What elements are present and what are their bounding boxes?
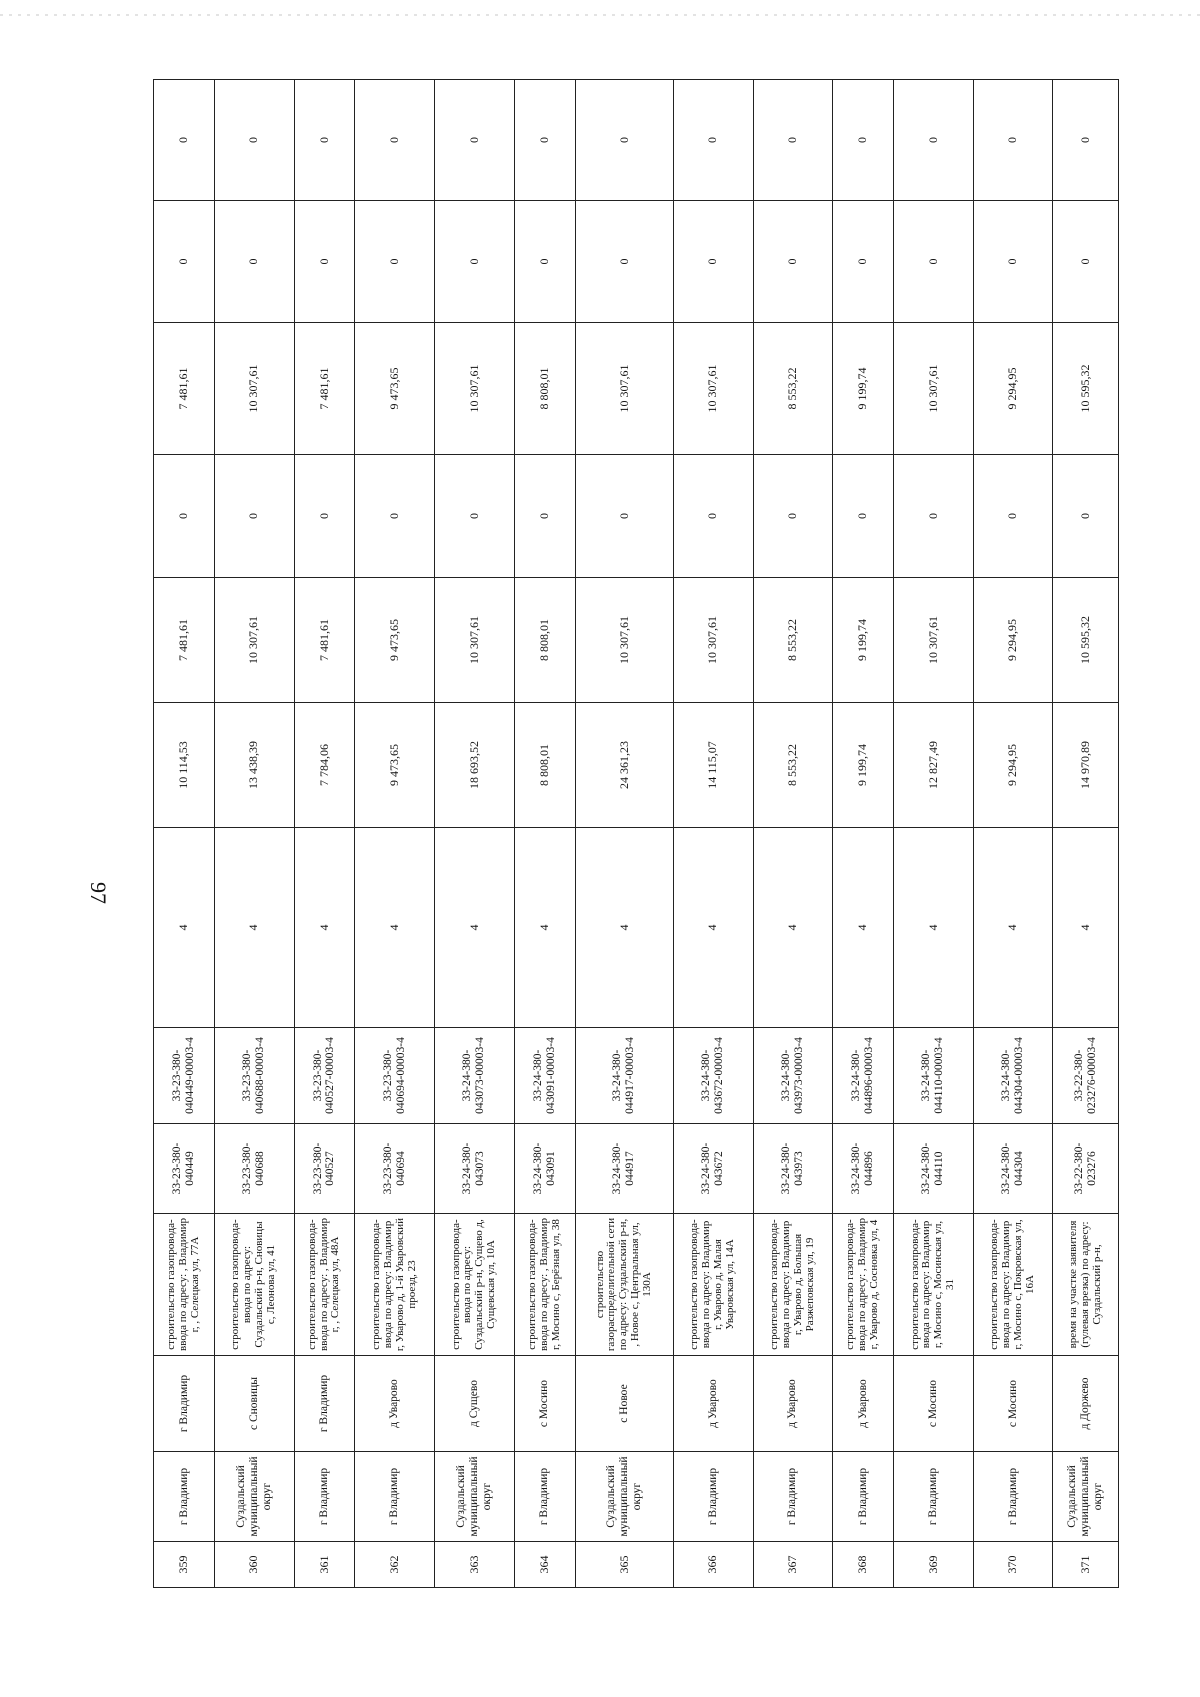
amount-cell-6: 0 bbox=[575, 80, 673, 201]
contract-number-cell: 33-23-380-040694-00003-4 bbox=[355, 1028, 435, 1124]
amount-cell-6: 0 bbox=[673, 80, 753, 201]
amount-cell-2: 10 307,61 bbox=[673, 578, 753, 703]
row-number-cell: 361 bbox=[294, 1542, 355, 1588]
amount-cell-4: 8 553,22 bbox=[753, 323, 833, 455]
description-cell: строительство газопровода-ввода по адресу: Владимир г, Мосино с, Мосинская ул, 31 bbox=[894, 1214, 974, 1356]
amount-cell-4: 10 307,61 bbox=[214, 323, 294, 455]
category-cell: 4 bbox=[214, 828, 294, 1028]
application-number-cell: 33-24-380-044917 bbox=[575, 1124, 673, 1214]
contract-number-cell: 33-23-380-040688-00003-4 bbox=[214, 1028, 294, 1124]
amount-cell-4: 9 294,95 bbox=[973, 323, 1053, 455]
amount-cell-2: 10 307,61 bbox=[575, 578, 673, 703]
row-number-cell: 365 bbox=[575, 1542, 673, 1588]
district-cell: г Владимир bbox=[833, 1452, 894, 1542]
table-row bbox=[973, 80, 1053, 1588]
row-number-cell: 366 bbox=[673, 1542, 753, 1588]
locality-cell: с Мосино bbox=[973, 1356, 1053, 1452]
amount-cell-6: 0 bbox=[973, 80, 1053, 201]
amount-cell-6: 0 bbox=[154, 80, 215, 201]
row-number-cell: 362 bbox=[355, 1542, 435, 1588]
amount-cell-5: 0 bbox=[753, 201, 833, 323]
amount-cell-1: 9 473,65 bbox=[355, 703, 435, 828]
contract-number-cell: 33-23-380-040449-00003-4 bbox=[154, 1028, 215, 1124]
amount-cell-3: 0 bbox=[833, 455, 894, 578]
district-cell: Суздальский муниципальный округ bbox=[214, 1452, 294, 1542]
amount-cell-4: 10 595,32 bbox=[1053, 323, 1119, 455]
table-row bbox=[753, 80, 833, 1588]
category-cell: 4 bbox=[154, 828, 215, 1028]
amount-cell-5: 0 bbox=[154, 201, 215, 323]
application-number-cell: 33-22-380-023276 bbox=[1053, 1124, 1119, 1214]
district-cell: г Владимир bbox=[294, 1452, 355, 1542]
amount-cell-5: 0 bbox=[973, 201, 1053, 323]
description-cell: строительство газопровода-ввода по адресу: Суздальский р-н, Сновицы с, Леонова ул, 41 bbox=[214, 1214, 294, 1356]
amount-cell-5: 0 bbox=[514, 201, 575, 323]
amount-cell-3: 0 bbox=[1053, 455, 1119, 578]
amount-cell-2: 10 307,61 bbox=[894, 578, 974, 703]
amount-cell-1: 9 294,95 bbox=[973, 703, 1053, 828]
amount-cell-1: 13 438,39 bbox=[214, 703, 294, 828]
amount-cell-1: 12 827,49 bbox=[894, 703, 974, 828]
amount-cell-2: 10 595,32 bbox=[1053, 578, 1119, 703]
contract-number-cell: 33-24-380-044917-00003-4 bbox=[575, 1028, 673, 1124]
amount-cell-2: 9 294,95 bbox=[973, 578, 1053, 703]
amount-cell-3: 0 bbox=[294, 455, 355, 578]
category-cell: 4 bbox=[973, 828, 1053, 1028]
application-number-cell: 33-24-380-043672 bbox=[673, 1124, 753, 1214]
category-cell: 4 bbox=[673, 828, 753, 1028]
amount-cell-4: 10 307,61 bbox=[435, 323, 515, 455]
district-cell: г Владимир bbox=[514, 1452, 575, 1542]
table-body bbox=[154, 80, 1119, 1588]
district-cell: г Владимир bbox=[355, 1452, 435, 1542]
amount-cell-4: 10 307,61 bbox=[575, 323, 673, 455]
amount-cell-3: 0 bbox=[355, 455, 435, 578]
amount-cell-2: 8 808,01 bbox=[514, 578, 575, 703]
district-cell: Суздальский муниципальный округ bbox=[1053, 1452, 1119, 1542]
district-cell: г Владимир bbox=[154, 1452, 215, 1542]
locality-cell: д Уварово bbox=[753, 1356, 833, 1452]
application-number-cell: 33-24-380-043091 bbox=[514, 1124, 575, 1214]
amount-cell-6: 0 bbox=[355, 80, 435, 201]
amount-cell-1: 8 553,22 bbox=[753, 703, 833, 828]
row-number-cell: 371 bbox=[1053, 1542, 1119, 1588]
amount-cell-3: 0 bbox=[753, 455, 833, 578]
amount-cell-2: 10 307,61 bbox=[214, 578, 294, 703]
amount-cell-4: 7 481,61 bbox=[154, 323, 215, 455]
locality-cell: г Владимир bbox=[154, 1356, 215, 1452]
amount-cell-4: 9 473,65 bbox=[355, 323, 435, 455]
description-cell: строительство газопровода-ввода по адресу: Владимир г, Уварово д, 1-й Уваровский проезд, 23 bbox=[355, 1214, 435, 1356]
amount-cell-5: 0 bbox=[673, 201, 753, 323]
locality-cell: с Мосино bbox=[514, 1356, 575, 1452]
amount-cell-2: 9 473,65 bbox=[355, 578, 435, 703]
application-number-cell: 33-23-380-040688 bbox=[214, 1124, 294, 1214]
amount-cell-5: 0 bbox=[355, 201, 435, 323]
amount-cell-5: 0 bbox=[894, 201, 974, 323]
table-row bbox=[154, 80, 215, 1588]
amount-cell-1: 10 114,53 bbox=[154, 703, 215, 828]
category-cell: 4 bbox=[514, 828, 575, 1028]
row-number-cell: 369 bbox=[894, 1542, 974, 1588]
amount-cell-6: 0 bbox=[214, 80, 294, 201]
amount-cell-6: 0 bbox=[1053, 80, 1119, 201]
amount-cell-2: 8 553,22 bbox=[753, 578, 833, 703]
district-cell: Суздальский муниципальный округ bbox=[575, 1452, 673, 1542]
description-cell: строительство газопровода-ввода по адресу: , Владимир г, Уварово д, Сосновка ул, 4 bbox=[833, 1214, 894, 1356]
row-number-cell: 367 bbox=[753, 1542, 833, 1588]
description-cell: строительство газопровода-ввода по адресу: Суздальский р-н, Сущево д, Сущевская ул, 10А bbox=[435, 1214, 515, 1356]
category-cell: 4 bbox=[575, 828, 673, 1028]
application-number-cell: 33-23-380-040527 bbox=[294, 1124, 355, 1214]
contract-number-cell: 33-24-380-043073-00003-4 bbox=[435, 1028, 515, 1124]
contract-number-cell: 33-24-380-044304-00003-4 bbox=[973, 1028, 1053, 1124]
contract-number-cell: 33-23-380-040527-00003-4 bbox=[294, 1028, 355, 1124]
table-row bbox=[294, 80, 355, 1588]
amount-cell-6: 0 bbox=[833, 80, 894, 201]
row-number-cell: 359 bbox=[154, 1542, 215, 1588]
table-row bbox=[1053, 80, 1119, 1588]
table-row bbox=[833, 80, 894, 1588]
description-cell: строительство газораспределительной сети по адресу: Суздальский р-н, , Новое с, Центральная ул, 130А bbox=[575, 1214, 673, 1356]
application-number-cell: 33-24-380-043073 bbox=[435, 1124, 515, 1214]
rotated-table-container bbox=[153, 80, 1119, 1588]
amount-cell-1: 14 115,07 bbox=[673, 703, 753, 828]
amount-cell-2: 7 481,61 bbox=[294, 578, 355, 703]
contract-number-cell: 33-22-380-023276-00003-4 bbox=[1053, 1028, 1119, 1124]
locality-cell: д Уварово bbox=[355, 1356, 435, 1452]
table-row bbox=[355, 80, 435, 1588]
contract-number-cell: 33-24-380-043091-00003-4 bbox=[514, 1028, 575, 1124]
amount-cell-4: 7 481,61 bbox=[294, 323, 355, 455]
amount-cell-3: 0 bbox=[154, 455, 215, 578]
locality-cell: д Доржево bbox=[1053, 1356, 1119, 1452]
amount-cell-5: 0 bbox=[435, 201, 515, 323]
amount-cell-3: 0 bbox=[673, 455, 753, 578]
amount-cell-6: 0 bbox=[753, 80, 833, 201]
amount-cell-4: 10 307,61 bbox=[894, 323, 974, 455]
row-number-cell: 370 bbox=[973, 1542, 1053, 1588]
amount-cell-4: 8 808,01 bbox=[514, 323, 575, 455]
description-cell: строительство газопровода-ввода по адресу: , Владимир г, Мосино с, Берёзная ул, 38 bbox=[514, 1214, 575, 1356]
description-cell: строительство газопровода-ввода по адресу: Владимир г, Уварово д, Малая Уваровская ул, 14А bbox=[673, 1214, 753, 1356]
description-cell: строительство газопровода-ввода по адресу: , Владимир г, , Селецкая ул, 48А bbox=[294, 1214, 355, 1356]
locality-cell: д Сущево bbox=[435, 1356, 515, 1452]
district-cell: г Владимир bbox=[673, 1452, 753, 1542]
category-cell: 4 bbox=[435, 828, 515, 1028]
application-number-cell: 33-24-380-043973 bbox=[753, 1124, 833, 1214]
amount-cell-6: 0 bbox=[514, 80, 575, 201]
amount-cell-1: 7 784,06 bbox=[294, 703, 355, 828]
amount-cell-2: 7 481,61 bbox=[154, 578, 215, 703]
amount-cell-4: 10 307,61 bbox=[673, 323, 753, 455]
category-cell: 4 bbox=[894, 828, 974, 1028]
row-number-cell: 363 bbox=[435, 1542, 515, 1588]
amount-cell-3: 0 bbox=[894, 455, 974, 578]
amount-cell-2: 10 307,61 bbox=[435, 578, 515, 703]
amount-cell-5: 0 bbox=[833, 201, 894, 323]
amount-cell-6: 0 bbox=[294, 80, 355, 201]
table-row bbox=[435, 80, 515, 1588]
amount-cell-1: 18 693,52 bbox=[435, 703, 515, 828]
contract-number-cell: 33-24-380-043973-00003-4 bbox=[753, 1028, 833, 1124]
district-cell: г Владимир bbox=[894, 1452, 974, 1542]
contract-number-cell: 33-24-380-044110-00003-4 bbox=[894, 1028, 974, 1124]
amount-cell-5: 0 bbox=[294, 201, 355, 323]
description-cell: строительство газопровода-ввода по адресу: Владимир г, Мосино с, Покровская ул, 16А bbox=[973, 1214, 1053, 1356]
application-number-cell: 33-23-380-040694 bbox=[355, 1124, 435, 1214]
amount-cell-4: 9 199,74 bbox=[833, 323, 894, 455]
amount-cell-6: 0 bbox=[894, 80, 974, 201]
locality-cell: с Сновицы bbox=[214, 1356, 294, 1452]
scan-artifact-line bbox=[0, 14, 1200, 16]
page-number: 97 bbox=[86, 882, 111, 904]
district-cell: г Владимир bbox=[753, 1452, 833, 1542]
amount-cell-6: 0 bbox=[435, 80, 515, 201]
locality-cell: д Уварово bbox=[673, 1356, 753, 1452]
amount-cell-3: 0 bbox=[575, 455, 673, 578]
amount-cell-1: 8 808,01 bbox=[514, 703, 575, 828]
amount-cell-1: 24 361,23 bbox=[575, 703, 673, 828]
description-cell: строительство газопровода-ввода по адресу: , Владимир г, , Селецкая ул, 77А bbox=[154, 1214, 215, 1356]
data-table bbox=[153, 79, 1119, 1588]
application-number-cell: 33-23-380-040449 bbox=[154, 1124, 215, 1214]
description-cell: время на участке заявителя (гулевая врезка) по адресу: Суздальский р-н, bbox=[1053, 1214, 1119, 1356]
amount-cell-5: 0 bbox=[575, 201, 673, 323]
amount-cell-3: 0 bbox=[973, 455, 1053, 578]
category-cell: 4 bbox=[753, 828, 833, 1028]
application-number-cell: 33-24-380-044896 bbox=[833, 1124, 894, 1214]
application-number-cell: 33-24-380-044110 bbox=[894, 1124, 974, 1214]
table-row bbox=[894, 80, 974, 1588]
table-row bbox=[214, 80, 294, 1588]
row-number-cell: 368 bbox=[833, 1542, 894, 1588]
amount-cell-5: 0 bbox=[1053, 201, 1119, 323]
application-number-cell: 33-24-380-044304 bbox=[973, 1124, 1053, 1214]
table-row bbox=[673, 80, 753, 1588]
table-row bbox=[514, 80, 575, 1588]
category-cell: 4 bbox=[294, 828, 355, 1028]
district-cell: Суздальский муниципальный округ bbox=[435, 1452, 515, 1542]
amount-cell-3: 0 bbox=[214, 455, 294, 578]
amount-cell-3: 0 bbox=[514, 455, 575, 578]
amount-cell-3: 0 bbox=[435, 455, 515, 578]
description-cell: строительство газопровода-ввода по адресу: Владимир г, Уварово д, Большая Разжеповская ул, 19 bbox=[753, 1214, 833, 1356]
contract-number-cell: 33-24-380-044896-00003-4 bbox=[833, 1028, 894, 1124]
district-cell: г Владимир bbox=[973, 1452, 1053, 1542]
locality-cell: с Новое bbox=[575, 1356, 673, 1452]
amount-cell-2: 9 199,74 bbox=[833, 578, 894, 703]
category-cell: 4 bbox=[833, 828, 894, 1028]
amount-cell-5: 0 bbox=[214, 201, 294, 323]
contract-number-cell: 33-24-380-043672-00003-4 bbox=[673, 1028, 753, 1124]
category-cell: 4 bbox=[1053, 828, 1119, 1028]
locality-cell: г Владимир bbox=[294, 1356, 355, 1452]
row-number-cell: 364 bbox=[514, 1542, 575, 1588]
locality-cell: д Уварово bbox=[833, 1356, 894, 1452]
category-cell: 4 bbox=[355, 828, 435, 1028]
row-number-cell: 360 bbox=[214, 1542, 294, 1588]
table-row bbox=[575, 80, 673, 1588]
locality-cell: с Мосино bbox=[894, 1356, 974, 1452]
amount-cell-1: 14 970,89 bbox=[1053, 703, 1119, 828]
amount-cell-1: 9 199,74 bbox=[833, 703, 894, 828]
